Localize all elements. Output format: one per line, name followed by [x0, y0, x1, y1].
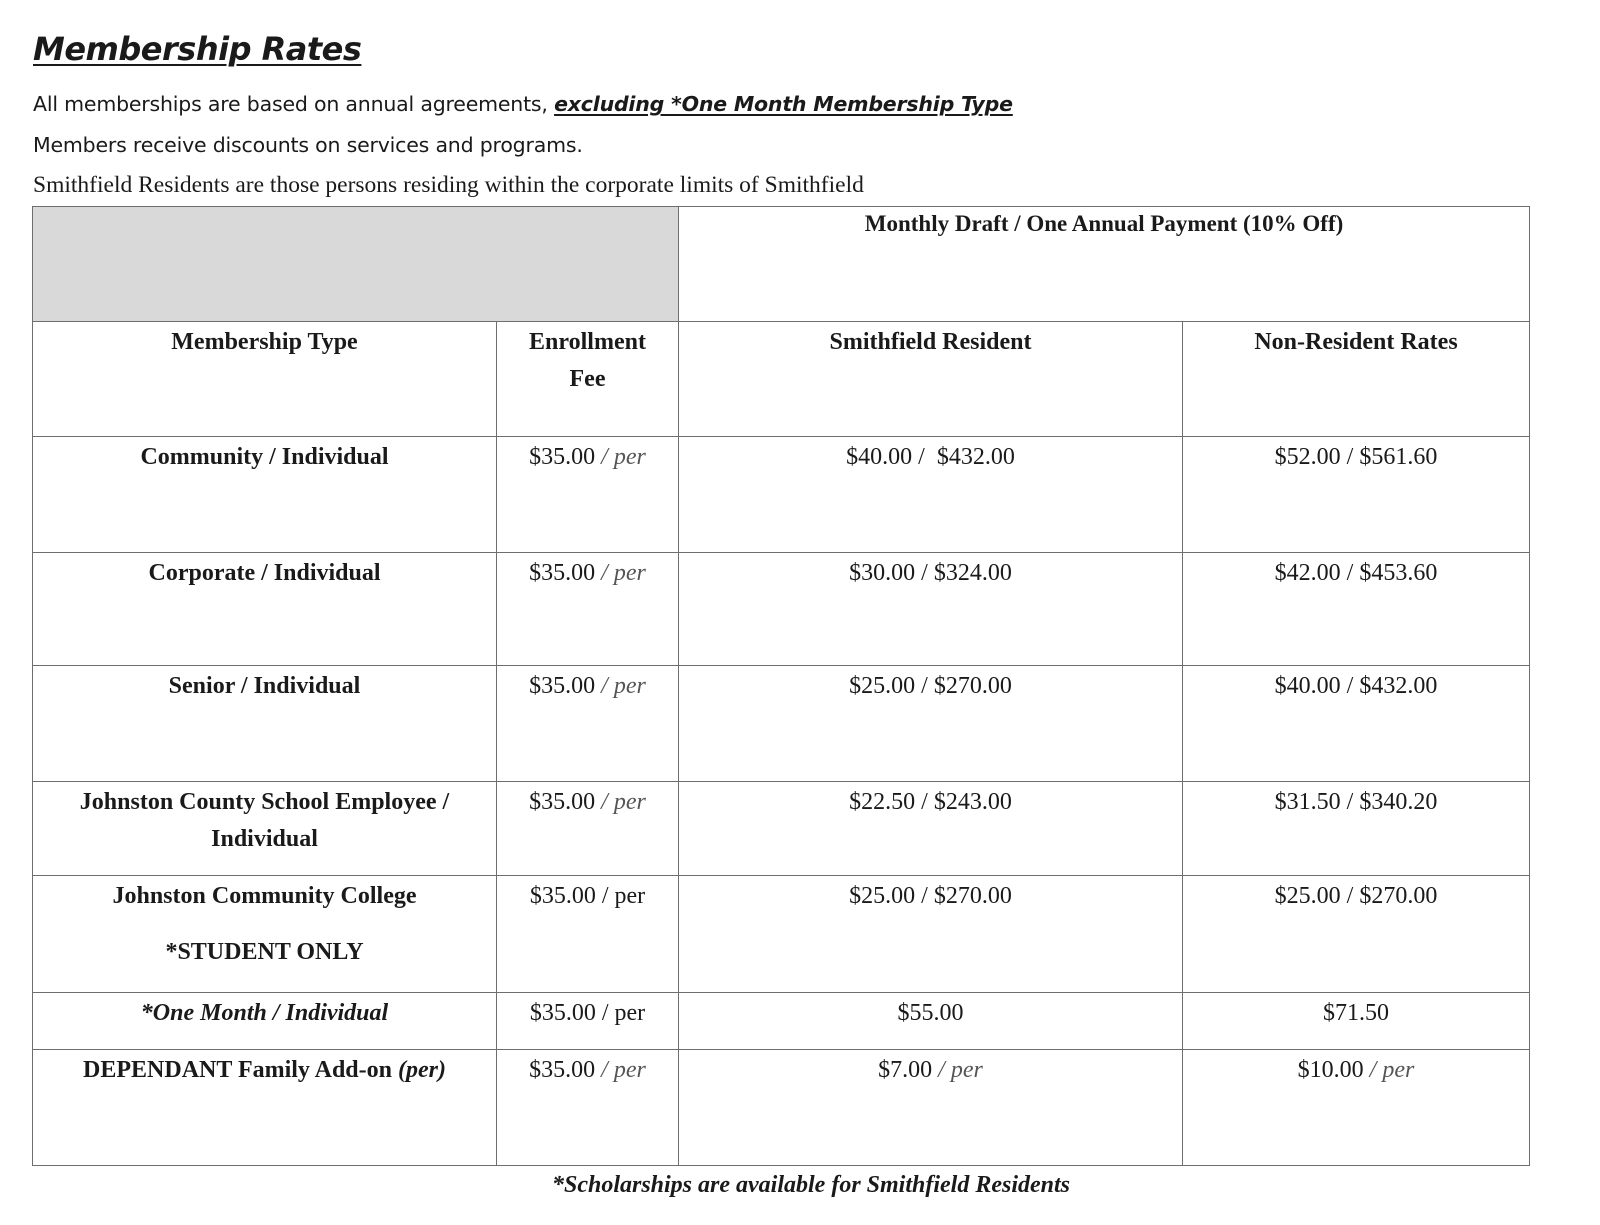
page-title: Membership Rates	[33, 30, 362, 68]
table-row	[33, 553, 1530, 666]
row-membership-type: Community / Individual	[33, 437, 497, 553]
fee-amount: $35.00	[529, 789, 596, 815]
membership-type-name: DEPENDANT Family Add-on	[83, 1057, 398, 1083]
membership-type-qualifier: *STUDENT ONLY	[165, 939, 364, 965]
group-header-payment-plan: Monthly Draft / One Annual Payment (10% Off)	[679, 207, 1530, 322]
row-membership-type: Corporate / Individual	[33, 553, 497, 666]
membership-rates-table	[32, 206, 1530, 1166]
row-resident-rate: $22.50 / $243.00	[679, 782, 1183, 876]
column-header-enrollment-fee	[497, 322, 679, 437]
row-enrollment-fee	[497, 437, 679, 553]
row-resident-rate: $40.00 / $432.00	[679, 437, 1183, 553]
intro-member-discounts: Members receive discounts on services and programs.	[33, 133, 583, 157]
fee-amount: $35.00	[529, 673, 596, 699]
row-enrollment-fee: $35.00 / per	[497, 876, 679, 993]
table-row	[33, 437, 1530, 553]
non-resident-amount: $10.00	[1297, 1057, 1364, 1083]
resident-amount: $7.00	[878, 1057, 933, 1083]
column-header-smithfield-resident: Smithfield Resident	[679, 322, 1183, 437]
table-row	[33, 782, 1530, 876]
row-membership-type: Johnston County School Employee / Individual	[33, 782, 497, 876]
intro-annual-agreements	[33, 92, 1013, 116]
row-resident-rate: $30.00 / $324.00	[679, 553, 1183, 666]
row-enrollment-fee	[497, 782, 679, 876]
row-non-resident-rate: $52.00 / $561.60	[1183, 437, 1530, 553]
row-resident-rate	[679, 1050, 1183, 1166]
table-column-header-row	[33, 322, 1530, 437]
scholarship-footnote: *Scholarships are available for Smithfield Residents	[551, 1172, 1071, 1198]
row-non-resident-rate: $71.50	[1183, 993, 1530, 1050]
row-membership-type	[33, 876, 497, 993]
resident-per-suffix: / per	[938, 1057, 983, 1083]
membership-type-per-note: (per)	[397, 1057, 446, 1083]
intro-resident-definition: Smithfield Residents are those persons residing within the corporate limits of Smithfield	[33, 172, 864, 198]
fee-per-suffix: / per	[601, 444, 646, 470]
column-header-membership-type: Membership Type	[33, 322, 497, 437]
table-group-header-row	[33, 207, 1530, 322]
fee-amount: $35.00	[529, 444, 596, 470]
row-membership-type: *One Month / Individual	[33, 993, 497, 1050]
header-blank-cell	[33, 207, 679, 322]
row-non-resident-rate	[1183, 1050, 1530, 1166]
row-resident-rate: $55.00	[679, 993, 1183, 1050]
membership-type-name: Johnston Community College	[112, 883, 417, 909]
fee-amount: $35.00	[529, 1057, 596, 1083]
table-row	[33, 993, 1530, 1050]
row-membership-type	[33, 1050, 497, 1166]
row-enrollment-fee	[497, 666, 679, 782]
table-row	[33, 1050, 1530, 1166]
table-row	[33, 876, 1530, 993]
column-header-enrollment-line1: Enrollment	[529, 329, 646, 355]
row-enrollment-fee: $35.00 / per	[497, 993, 679, 1050]
fee-per-suffix: / per	[601, 789, 646, 815]
column-header-non-resident: Non-Resident Rates	[1183, 322, 1530, 437]
non-resident-per-suffix: / per	[1369, 1057, 1415, 1083]
row-resident-rate: $25.00 / $270.00	[679, 876, 1183, 993]
row-non-resident-rate: $25.00 / $270.00	[1183, 876, 1530, 993]
row-resident-rate: $25.00 / $270.00	[679, 666, 1183, 782]
table-row	[33, 666, 1530, 782]
intro-annual-text: All memberships are based on annual agreements,	[33, 92, 555, 116]
intro-exclusion-note: excluding *One Month Membership Type	[554, 92, 1013, 116]
row-non-resident-rate: $31.50 / $340.20	[1183, 782, 1530, 876]
fee-per-suffix: / per	[601, 673, 646, 699]
row-membership-type: Senior / Individual	[33, 666, 497, 782]
row-non-resident-rate: $42.00 / $453.60	[1183, 553, 1530, 666]
row-enrollment-fee	[497, 553, 679, 666]
fee-per-suffix: / per	[601, 560, 646, 586]
column-header-enrollment-line2: Fee	[569, 366, 606, 392]
fee-amount: $35.00	[529, 560, 596, 586]
row-enrollment-fee	[497, 1050, 679, 1166]
row-non-resident-rate: $40.00 / $432.00	[1183, 666, 1530, 782]
fee-per-suffix: / per	[601, 1057, 646, 1083]
